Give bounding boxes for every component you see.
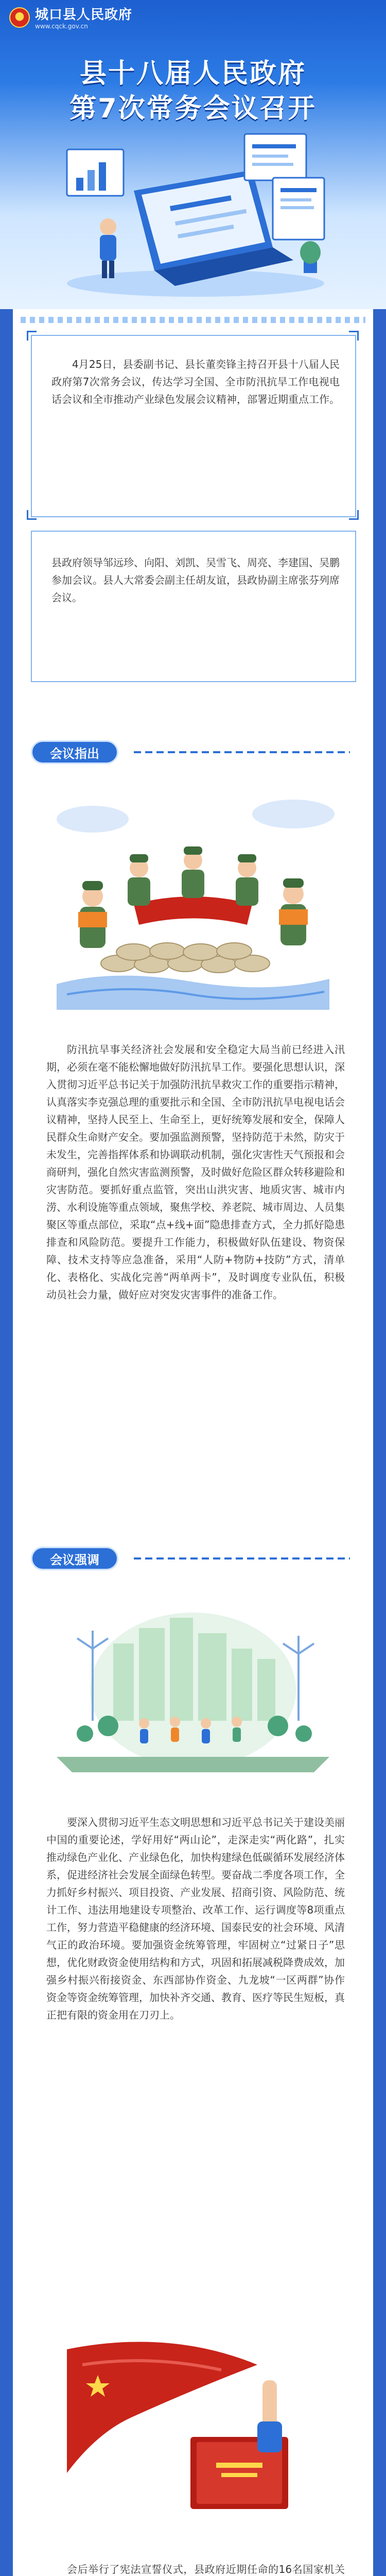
- office-illustration: [46, 129, 340, 299]
- section-label: 会议强调: [31, 1547, 118, 1570]
- constitution-oath-illustration: [36, 2318, 350, 2535]
- attendees-paragraph: 县政府领导邹远珍、向阳、刘凯、吴雪飞、周亮、李建国、吴鹏参加会议。县人大常委会副主任胡友谊，县政协副主席张芬列席会议。: [51, 556, 340, 604]
- green-development-illustration: [36, 1587, 350, 1793]
- section-divider: [134, 751, 350, 753]
- section1-paragraph: 防汛抗旱事关经济社会发展和安全稳定大局当前已经进入汛期，必须在毫不能松懈地做好防汛抗旱工作。要强化思想认识，深入贯彻习近平总书记关于加强防汛抗旱救灾工作的重要指示精神，认真落实李克强总理的重要批示和全国、全市防汛抗旱电视电话会议精神，坚持人民至上、生命至上，更好统筹发展和安全，保障人民群众生命财产安全。要加强监测预警，坚持防范于未然，防灾于未发生，完善指挥体系和协调联动机制，强化灾害性天气预报和会商研判，强化自然灾害监测预警，及时做好危险区群众转移避险和灾害防范。要抓好重点监管，突出山洪灾害、地质灾害、城市内涝、水利设施等重点领域，聚焦学校、养老院、城市周边、人员集聚区等重点部位，采取“点+线+面”隐患排查方式，全力抓好隐患排查和风险防范。要提升工作能力，积极做好队伍建设、物资保障、技术支持等应急准备，采用“人防+物防+技防”方式，清单化、表格化、实战化完善“两单两卡”，及时调度专业队伍，积极动员社会力量，做好应对突发灾害事件的准备工作。: [46, 1043, 345, 1301]
- frame-corner: [349, 510, 359, 520]
- section-label: 会议指出: [31, 740, 118, 764]
- decorative-stripe: [21, 317, 365, 323]
- section2-paragraph: 要深入贯彻习近平生态文明思想和习近平总书记关于建设美丽中国的重要论述，学好用好“两山论”，走深走实“两化路”，扎实推动绿色产业化、产业绿色化，加快构建绿色低碳循环发展经济体系，促进经济社会发展全面绿色转型。要奋战二季度各项工作，全力抓好乡村振兴、项目投资、产业发展、招商引资、风险防范、统计工作、违法用地建设专项整治、改革工作、运行调度等8项重点工作，努力营造平稳健康的经济环境、国泰民安的社会环境、风清气正的政治环境。要加强资金统筹管理，牢固树立“过紧日子”思想，优化财政资金使用结构和方式，巩固和拓展减税降费成效，加强乡村振兴衔接资金、东西部协作资金、九龙坡“一区两群”协作资金等资金统筹管理，加快补齐交通、教育、医疗等民生短板，真正把有限的资金用在刀刃上。: [46, 1816, 345, 2021]
- header-banner: [0, 0, 386, 309]
- closing-paragraph: 会后举行了宪法宣誓仪式，县政府近期任命的16名国家机关: [67, 2563, 345, 2575]
- headline-line1: 县十八届人民政府: [79, 58, 306, 89]
- flood-rescue-illustration: [36, 778, 350, 1025]
- org-name: 城口县人民政府: [35, 7, 133, 23]
- intro-paragraph: 4月25日，县委副书记、县长董奕锋主持召开县十八届人民政府第7次常务会议，传达学习全国、全市防汛抗旱工作电视电话会议和全市推动产业绿色发展会议精神，部署近期重点工作。: [51, 358, 340, 405]
- section-tag-1: [31, 739, 129, 765]
- frame-corner: [27, 331, 37, 341]
- headline-line2: 第7次常务会议召开: [69, 93, 317, 124]
- site-domain: www.cqck.gov.cn: [35, 23, 88, 30]
- frame-corner: [27, 510, 37, 520]
- site-logo[interactable]: [9, 7, 132, 30]
- section-divider: [134, 1557, 350, 1560]
- frame-corner: [349, 331, 359, 341]
- national-emblem-icon: [9, 7, 30, 28]
- section-tag-2: [31, 1546, 129, 1571]
